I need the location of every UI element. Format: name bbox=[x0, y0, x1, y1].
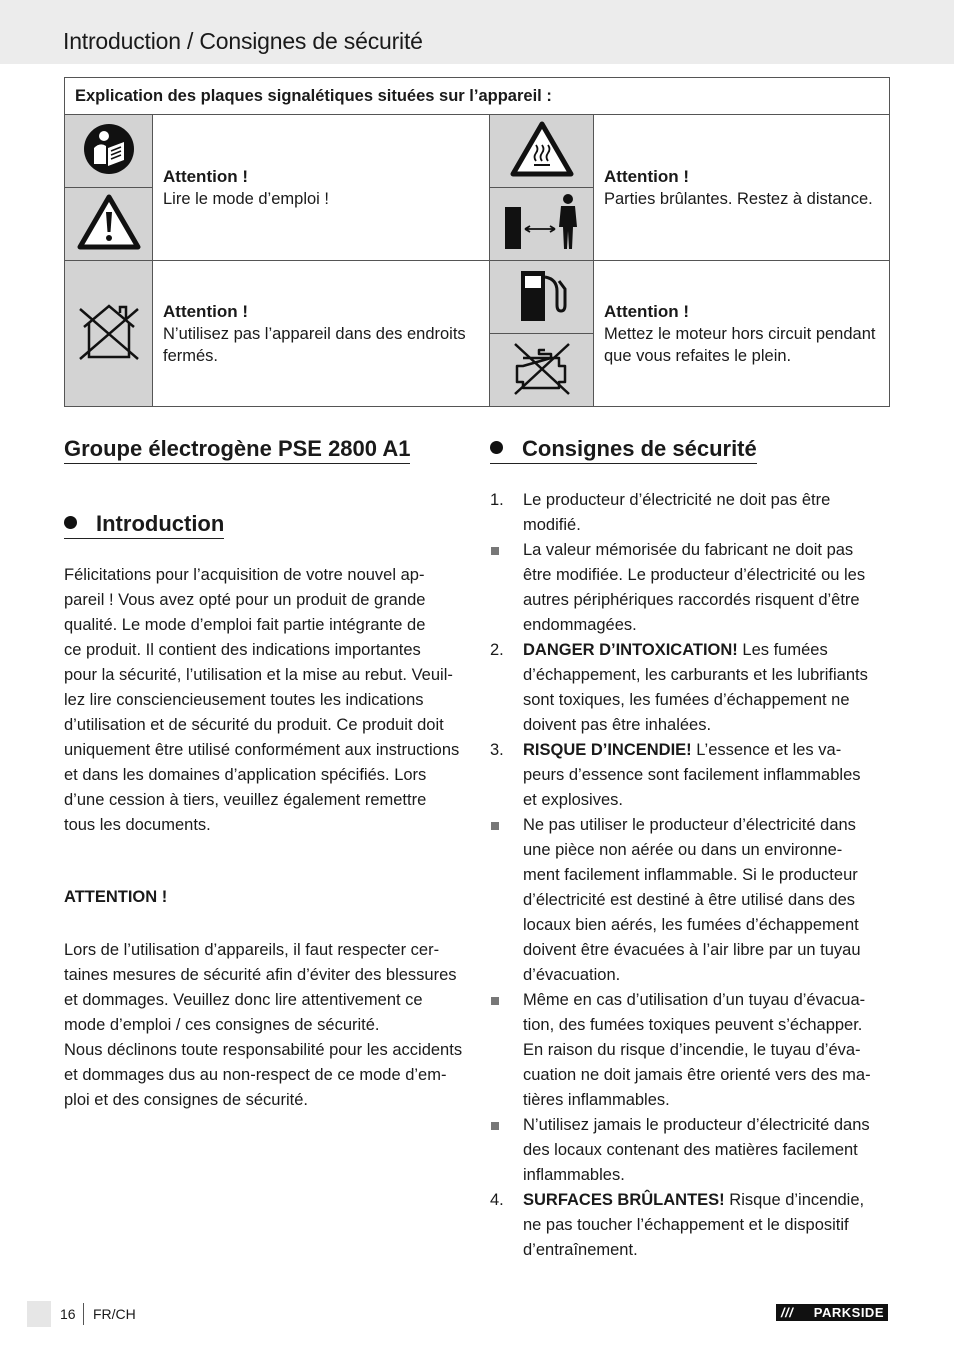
safety-heading-text: Consignes de sécurité bbox=[522, 436, 757, 461]
introduction-heading-text: Introduction bbox=[96, 511, 225, 536]
text-line: autres périphériques raccordés risquent d’être bbox=[523, 591, 860, 609]
icon-cell bbox=[65, 188, 153, 261]
bullet-dot bbox=[490, 441, 503, 454]
text-line: d’une cession à tiers, veuillez également remettre bbox=[64, 791, 427, 809]
text-line: inflammables. bbox=[523, 1166, 625, 1184]
logo-text: PARKSIDE bbox=[813, 1305, 884, 1320]
attention-text bbox=[64, 938, 469, 1113]
sign-title: Attention ! bbox=[163, 301, 248, 321]
text-line: tières inflammables. bbox=[523, 1091, 670, 1109]
text-line: Ne pas utiliser le producteur d’électricité dans bbox=[523, 816, 856, 834]
safety-item bbox=[490, 1188, 892, 1263]
text-line: et dans les domaines d’application spécifiés. Lors bbox=[64, 766, 427, 784]
text-line: Nous déclinons toute responsabilité pour les accidents bbox=[64, 1041, 463, 1059]
text-line: N’utilisez jamais le producteur d’électricité dans bbox=[523, 1116, 870, 1134]
text-line: ploi et des consignes de sécurité. bbox=[64, 1091, 308, 1109]
text-line: une pièce non aérée ou dans un environne- bbox=[523, 841, 843, 859]
text-line: Félicitations pour l’acquisition de votre nouvel ap- bbox=[64, 566, 425, 584]
item-number: 4. bbox=[490, 1191, 504, 1209]
safety-item bbox=[490, 1113, 892, 1188]
text-line: tion, des fumées toxiques peuvent s’échapper. bbox=[523, 1016, 863, 1034]
text-line: être modifiée. Le producteur d’électricité ou les bbox=[523, 566, 866, 584]
text-line: sont toxiques, les fumées d’échappement ne bbox=[523, 691, 850, 709]
text-line: taines mesures de sécurité afin d’éviter des blessures bbox=[64, 966, 457, 984]
text-line: En raison du risque d’incendie, le tuyau d’éva- bbox=[523, 1041, 861, 1059]
icon-cell bbox=[490, 334, 594, 407]
square-bullet bbox=[491, 1122, 499, 1130]
icon-cell bbox=[65, 115, 153, 188]
item-emphasis: DANGER D’INTOXICATION! bbox=[523, 641, 738, 659]
sign-text-right-2 bbox=[594, 261, 890, 407]
page-number: 16 bbox=[60, 1306, 76, 1322]
text-line: Le producteur d’électricité ne doit pas être bbox=[523, 491, 831, 509]
safety-list bbox=[490, 488, 892, 1263]
text-line: d’entraînement. bbox=[523, 1241, 638, 1259]
text-line: cuation ne doit jamais être orienté vers des ma- bbox=[523, 1066, 871, 1084]
text-line: mode d’emploi / ces consignes de sécurité. bbox=[64, 1016, 380, 1034]
sign-text-right-1 bbox=[594, 115, 890, 261]
square-bullet bbox=[491, 997, 499, 1005]
safety-item bbox=[490, 488, 892, 538]
safety-heading bbox=[490, 436, 757, 464]
item-text: Risque d’incendie, bbox=[724, 1191, 865, 1209]
warning-triangle-icon bbox=[77, 194, 141, 250]
text-line: pour la sécurité, l’utilisation et la mise au rebut. Veuil- bbox=[64, 666, 453, 684]
fuel-pump-icon bbox=[515, 267, 569, 323]
safety-item bbox=[490, 638, 892, 738]
icon-cell bbox=[490, 115, 594, 188]
page-title: Introduction / Consignes de sécurité bbox=[63, 28, 423, 54]
keep-distance-icon bbox=[501, 193, 583, 251]
item-text: L’essence et les va- bbox=[691, 741, 842, 759]
text-line: doivent pas être inhalées. bbox=[523, 716, 712, 734]
text-line: Même en cas d’utilisation d’un tuyau d’évacua- bbox=[523, 991, 866, 1009]
introduction-text bbox=[64, 563, 469, 838]
sign-text-left-1 bbox=[153, 115, 490, 261]
text-line: locaux bien aérés, les fumées d’échappement bbox=[523, 916, 859, 934]
text-line: peurs d’essence sont facilement inflammables bbox=[523, 766, 861, 784]
sign-text: Lire le mode d’emploi ! bbox=[163, 189, 329, 208]
text-line: d’échappement, les carburants et les lubrifiants bbox=[523, 666, 868, 684]
item-emphasis: SURFACES BRÛLANTES! bbox=[523, 1191, 725, 1209]
language-code: FR/CH bbox=[93, 1306, 136, 1322]
item-number: 2. bbox=[490, 641, 504, 659]
sign-text: N’utilisez pas l’appareil dans des endroits fermés. bbox=[163, 324, 466, 365]
text-line: pareil ! Vous avez opté pour un produit de grande bbox=[64, 591, 426, 609]
engine-off-icon bbox=[511, 340, 573, 396]
text-line: ment facilement inflammable. Si le producteur bbox=[523, 866, 858, 884]
text-line: et dommages. Veuillez donc lire attentivement ce bbox=[64, 991, 423, 1009]
read-manual-icon bbox=[82, 122, 136, 176]
square-bullet bbox=[491, 547, 499, 555]
item-emphasis: RISQUE D’INCENDIE! bbox=[523, 741, 692, 759]
sign-title: Attention ! bbox=[163, 166, 248, 186]
text-line: doivent être évacuées à l’air libre par un tuyau bbox=[523, 941, 861, 959]
text-line: endommagées. bbox=[523, 616, 637, 634]
safety-item bbox=[490, 813, 892, 988]
text-line: qualité. Le mode d’emploi fait partie intégrante de bbox=[64, 616, 426, 634]
text-line bbox=[523, 738, 892, 763]
text-line: ne pas toucher l’échappement et le dispositif bbox=[523, 1216, 849, 1234]
text-line: lez lire consciencieusement toutes les indications bbox=[64, 691, 424, 709]
text-line: et dommages dus au non-respect de ce mode d’em- bbox=[64, 1066, 447, 1084]
logo-slashes: /// bbox=[781, 1305, 794, 1320]
text-line: des locaux contenant des matières facilement bbox=[523, 1141, 858, 1159]
sign-text: Mettez le moteur hors circuit pendant que vous refaites le plein. bbox=[604, 324, 876, 365]
icon-cell bbox=[65, 261, 153, 407]
icon-cell bbox=[490, 261, 594, 334]
text-line: et explosives. bbox=[523, 791, 623, 809]
signs-table bbox=[64, 77, 890, 407]
bullet-dot bbox=[64, 516, 77, 529]
text-line: ce produit. Il contient des indications importantes bbox=[64, 641, 421, 659]
footer-marker bbox=[27, 1301, 51, 1327]
sign-title: Attention ! bbox=[604, 301, 689, 321]
hot-surface-icon bbox=[510, 121, 574, 177]
introduction-heading bbox=[64, 511, 224, 539]
text-line bbox=[523, 638, 892, 663]
product-heading: Groupe électrogène PSE 2800 A1 bbox=[64, 436, 410, 464]
sign-text: Parties brûlantes. Restez à distance. bbox=[604, 189, 873, 208]
text-line: d’évacuation. bbox=[523, 966, 621, 984]
text-line: uniquement être utilisé conformément aux instructions bbox=[64, 741, 460, 759]
attention-label: ATTENTION ! bbox=[64, 888, 168, 906]
text-line: tous les documents. bbox=[64, 816, 211, 834]
footer-divider bbox=[83, 1303, 84, 1325]
signs-table-heading: Explication des plaques signalétiques situées sur l’appareil : bbox=[65, 78, 890, 115]
item-number: 1. bbox=[490, 491, 504, 509]
text-line: modifié. bbox=[523, 516, 581, 534]
safety-item bbox=[490, 988, 892, 1113]
item-number: 3. bbox=[490, 741, 504, 759]
house-crossed-icon bbox=[76, 301, 142, 361]
text-line: La valeur mémorisée du fabricant ne doit pas bbox=[523, 541, 854, 559]
parkside-logo bbox=[776, 1304, 888, 1321]
safety-item bbox=[490, 538, 892, 638]
sign-title: Attention ! bbox=[604, 166, 689, 186]
safety-item bbox=[490, 738, 892, 813]
item-text: Les fumées bbox=[737, 641, 828, 659]
square-bullet bbox=[491, 822, 499, 830]
text-line: Lors de l’utilisation d’appareils, il faut respecter cer- bbox=[64, 941, 440, 959]
text-line: d’électricité est destiné à être utilisé dans des bbox=[523, 891, 856, 909]
sign-text-left-2 bbox=[153, 261, 490, 407]
text-line bbox=[523, 1188, 892, 1213]
icon-cell bbox=[490, 188, 594, 261]
text-line: d’utilisation et de sécurité du produit. Ce produit doit bbox=[64, 716, 444, 734]
